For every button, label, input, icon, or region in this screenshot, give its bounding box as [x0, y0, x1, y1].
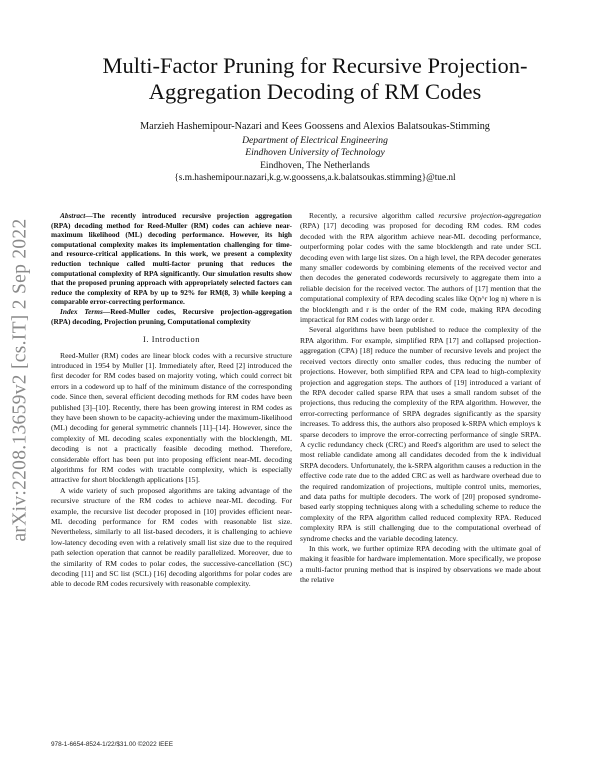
intro-paragraph-4: Several algorithms have been published to reduce the complexity of the RPA algorithm. For example, simplified RPA [17] and collapsed projection-aggregation (CPA) [18] reduce the number of recursive levels and project the received vectors directly onto smaller codes, thus reducing the number of projections. However, both simplified RPA and CPA lead to high-complexity projection and aggregation steps. The authors of [19] introduced a variant of the RPA decoder called sparse RPA that uses a small random subset of the projections, thus reducing the complexity of the RPA algorithm. However, the error-correcting performance of SRPA degrades significantly as the sparsity increases. To address this, the authors also proposed k-SRPA which employs k sparse decoders to improve the error-correcting performance of single SRPA. A cyclic redundancy check (CRC) and Reed's algorithm are used to select the most reliable candidate among all candidates decoded from the k individual SRPA decoders. Unfortunately, the k-SRPA algorithm causes a reduction in the effective code rate due to the added CRC as well as hardware overhead due to the required randomization of projections, multiple control units, memories, and data paths for multiple decoders. The work of [20] proposed syndrome-based early stopping techniques along with a scheduling scheme to reduce the complexity of the RPA algorithm called reduced complexity RPA. Reduced complexity RPA is still challenging due to the computational overhead of syndrome checks and the variable decoding latency.: [300, 325, 541, 543]
index-terms-text: —Reed-Muller codes, Recursive projection-aggregation (RPA) decoding, Projection pruning, Computational complexity: [51, 306, 292, 326]
arxiv-stamp-text: arXiv:2208.13659v2 [cs.IT] 2 Sep 2022: [10, 218, 31, 542]
abstract: [51, 211, 292, 307]
intro-paragraph-3: [300, 211, 541, 325]
author-emails: {s.m.hashemipour.nazari,k.g.w.goossens,a.k.balatsoukas.stimming}@tue.nl: [174, 173, 456, 183]
affiliation-department: Department of Electrical Engineering: [242, 134, 388, 146]
affiliation-university: Eindhoven University of Technology: [245, 147, 385, 158]
intro-paragraph-2: A wide variety of such proposed algorithms are taking advantage of the recursive structure of the RM codes to achieve near-ML decoding. For example, the recursive list decoder proposed in [10] provides efficient near-ML decoding performance for RM codes with reasonable list size. Nevertheless, similarly to all list-based decoders, it is challenging to achieve low-latency decoding even with a relatively small list size due to the required path selection operation that cannot be readily parallelized. Moreover, due to the similarity of RM codes to polar codes, the successive-cancellation (SC) decoding [11] and SC list (SCL) [16] decoding algorithms for polar codes are able to decode RM codes recursively with reasonable complexity.: [51, 485, 292, 589]
p3-emphasis: recursive projection-aggregation: [438, 211, 541, 220]
intro-paragraph-5: In this work, we further optimize RPA decoding with the ultimate goal of making it feasible for hardware implementation. More specifically, we propose a multi-factor pruning method that is inspired by observations we made about the relative: [300, 544, 541, 585]
affiliation-city: Eindhoven, The Netherlands: [260, 159, 370, 171]
section-heading-introduction: I. Introduction: [143, 335, 200, 345]
intro-paragraph-1: Reed-Muller (RM) codes are linear block codes with a recursive structure introduced in 1954 by Muller [1]. Immediately after, Reed [2] introduced the first decoder for RM codes based on majority voting, which could correct bit errors in a codeword up to half of the minimum distance of the corresponding code. Since then, several efficient decoding methods for RM codes have been published [3]–[10]. Recently, there has been growing interest in RM codes as they have been shown to be capacity-achieving under the maximum-likelihood (ML) decoding for general symmetric channels [11]–[14]. However, since the complexity of ML decoding scales exponentially with the blocklength, ML decoding is not a practically feasible decoding method. Therefore, considerable effort has been put into proposing efficient near-ML decoding algorithms for RM codes with tractable complexity, which is especially attractive for short blocklength applications [15].: [51, 350, 292, 485]
index-terms: [51, 307, 292, 326]
index-terms-lead: Index Terms: [60, 306, 103, 316]
right-column: [300, 211, 541, 586]
author-block: [50, 121, 580, 185]
left-column: [51, 211, 292, 590]
p3-end: (RPA) [17] decoding was proposed for decoding RM codes. RM codes decoded with the RPA algorithm achieve near-ML decoding performance, outperforming polar codes with the same blocklength and rate under SCL decoding even with large list sizes. On a high level, the RPA decoder generates many smaller codewords by combining elements of the received vector and then decodes the generated codewords recursively to aggregate them into a reliable decision for the received vector. The authors of [17] mention that the computational complexity of RPA decoding scales like O(n^r log n) where n is the blocklength and r is the order of the RM code, making RPA decoding impractical for RM codes with large order r.: [300, 221, 541, 325]
abstract-lead: Abstract: [60, 211, 86, 220]
arxiv-stamp: [6, 195, 36, 565]
author-names: Marzieh Hashemipour-Nazari and Kees Goossens and Alexios Balatsoukas-Stimming: [140, 121, 490, 132]
copyright-footer: 978-1-6654-8524-1/22/$31.00 ©2022 IEEE: [51, 741, 173, 748]
p3-start: Recently, a recursive algorithm called: [309, 211, 439, 220]
paper-title: Multi-Factor Pruning for Recursive Projection-Aggregation Decoding of RM Codes: [102, 53, 528, 104]
abstract-text: —The recently introduced recursive projection aggregation (RPA) decoding method for Reed-Muller (RM) codes can achieve near-maximum likelihood (ML) decoding performance. However, its high computational complexity makes its implementation challenging for time- and resource-critical applications. In this work, we present a complexity reduction technique called multi-factor pruning that reduces the computational complexity of RPA significantly. Our simulation results show that the proposed pruning approach with appropriately selected factors can reduce the complexity of RPA by up to 92% for RM(8, 3) while keeping a comparable error-correcting performance.: [51, 211, 292, 307]
